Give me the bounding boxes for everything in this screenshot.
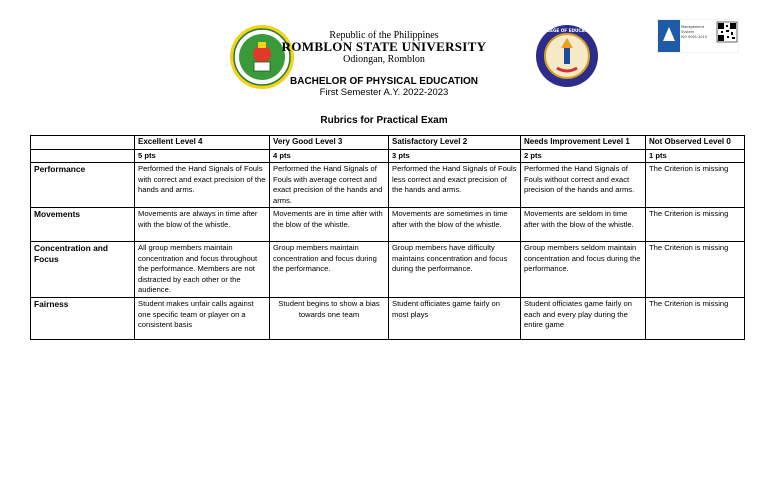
level-header: Satisfactory Level 2 — [389, 136, 521, 150]
level-header-row — [31, 136, 745, 150]
rubric-cell: The Criterion is missing — [646, 208, 745, 242]
rubric-cell: The Criterion is missing — [646, 163, 745, 208]
rubric-table — [30, 135, 745, 340]
points-row — [31, 149, 745, 163]
cert-line3: ISO 9001:2015 — [681, 35, 708, 39]
cert-line2: System — [681, 30, 695, 34]
corner-cell — [31, 149, 135, 163]
rubric-cell: Movements are in time after with the blow of the whistle. — [270, 208, 389, 242]
criterion-cell: Movements — [31, 208, 135, 242]
rubric-cell: All group members maintain concentration and focus throughout the performance. Members are not distracted by each other or the audience. — [135, 242, 270, 298]
points-cell: 5 pts — [135, 149, 270, 163]
rubric-cell: Student officiates game fairly on most plays — [389, 298, 521, 340]
semester-line: First Semester A.Y. 2022-2023 — [319, 87, 449, 98]
coe-ring-text: COLLEGE OF EDUCATION — [538, 28, 596, 33]
rubric-cell: Student officiates game fairly on each and every play during the entire game — [521, 298, 646, 340]
table-row — [31, 298, 745, 340]
rubric-cell: Movements are always in time after with the blow of the whistle. — [135, 208, 270, 242]
university-name: ROMBLON STATE UNIVERSITY — [281, 39, 487, 54]
points-cell: 1 pts — [646, 149, 745, 163]
rubric-cell: The Criterion is missing — [646, 298, 745, 340]
table-row — [31, 208, 745, 242]
program-name: BACHELOR OF PHYSICAL EDUCATION — [290, 76, 478, 87]
level-header: Needs Improvement Level 1 — [521, 136, 646, 150]
cert-line1: Management — [681, 25, 705, 29]
rubric-cell: Performed the Hand Signals of Fouls without correct and exact precision of the hands and arms. — [521, 163, 646, 208]
level-header: Very Good Level 3 — [270, 136, 389, 150]
rubric-cell: Performed the Hand Signals of Fouls with correct and exact precision of the hands and arms. — [135, 163, 270, 208]
table-row — [31, 242, 745, 298]
criterion-cell: Performance — [31, 163, 135, 208]
level-header: Not Observed Level 0 — [646, 136, 745, 150]
points-cell: 4 pts — [270, 149, 389, 163]
rubric-cell: Group members seldom maintain concentration and focus during the performance. — [521, 242, 646, 298]
university-location: Odiongan, Romblon — [343, 54, 425, 65]
republic-line: Republic of the Philippines — [329, 30, 439, 41]
rubric-cell: Performed the Hand Signals of Fouls with average correct and exact precision of the hands and arms. — [270, 163, 389, 208]
rubric-cell: Performed the Hand Signals of Fouls less correct and exact precision of the hands and arms. — [389, 163, 521, 208]
criterion-cell: Fairness — [31, 298, 135, 340]
rubric-cell: Movements are seldom in time after with the blow of the whistle. — [521, 208, 646, 242]
rubric-cell: Group members have difficulty maintains concentration and focus during the performance. — [389, 242, 521, 298]
rubric-cell: Student begins to show a bias towards one team — [270, 298, 389, 340]
criterion-cell: Concentration and Focus — [31, 242, 135, 298]
corner-cell — [31, 136, 135, 150]
rubric-cell: Movements are sometimes in time after with the blow of the whistle. — [389, 208, 521, 242]
rubric-cell: Student makes unfair calls against one specific team or player on a consistent basis — [135, 298, 270, 340]
rubric-title: Rubrics for Practical Exam — [320, 115, 448, 126]
points-cell: 2 pts — [521, 149, 646, 163]
level-header: Excellent Level 4 — [135, 136, 270, 150]
rubric-cell: Group members maintain concentration and focus during the performance. — [270, 242, 389, 298]
table-row — [31, 163, 745, 208]
rubric-cell: The Criterion is missing — [646, 242, 745, 298]
points-cell: 3 pts — [389, 149, 521, 163]
